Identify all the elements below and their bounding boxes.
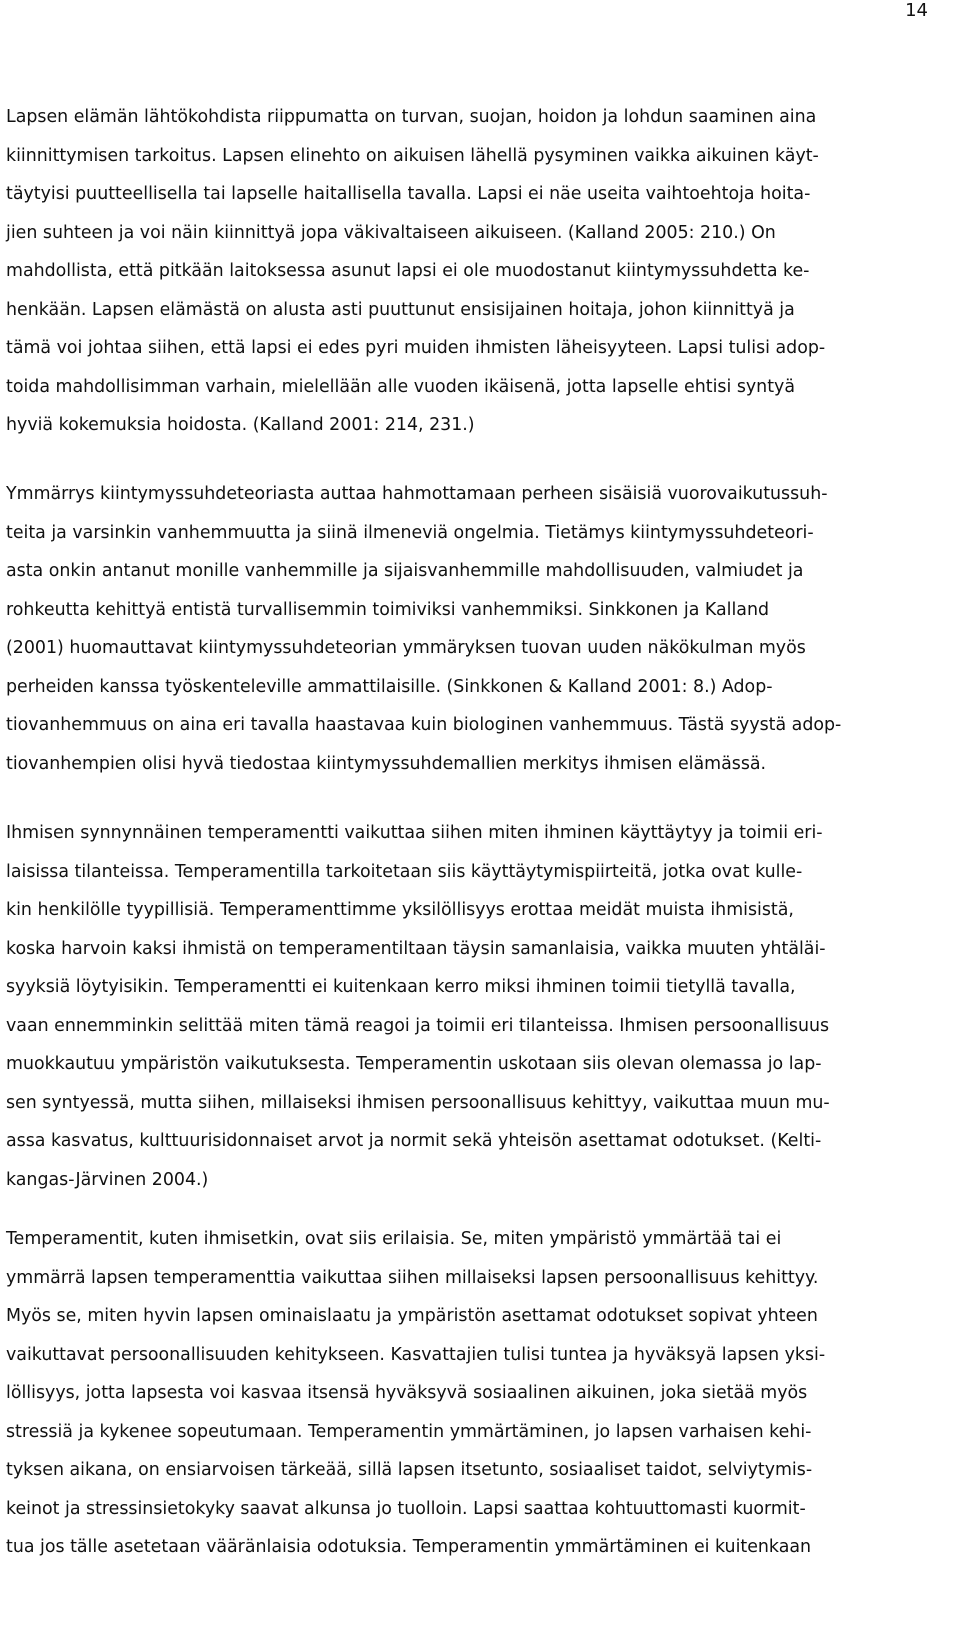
text-line: ymmärrä lapsen temperamenttia vaikuttaa siihen millaiseksi lapsen persoonallisuus kehittyy. xyxy=(6,1267,819,1288)
text-line: keinot ja stressinsietokyky saavat alkunsa jo tuolloin. Lapsi saattaa kohtuuttomasti kuormit- xyxy=(6,1498,806,1519)
text-line: täytyisi puutteellisella tai lapselle haitallisella tavalla. Lapsi ei näe useita vaihtoehtoja hoita- xyxy=(6,184,811,204)
text-line: vaikuttavat persoonallisuuden kehitykseen. Kasvattajien tulisi tuntea ja hyväksyä lapsen yksi- xyxy=(6,1344,826,1365)
text-line: kin henkilölle tyypillisiä. Temperamenttimme yksilöllisyys erottaa meidät muista ihmisistä, xyxy=(6,900,794,920)
text-line: Ihmisen synnynnäinen temperamentti vaikuttaa siihen miten ihminen käyttäytyy ja toimii eri- xyxy=(6,823,823,843)
text-line: löllisyys, jotta lapsesta voi kasvaa itsensä hyväksyvä sosiaalinen aikuinen, joka sietää myös xyxy=(6,1383,808,1403)
text-line: muokkautuu ympäristön vaikutuksesta. Temperamentin uskotaan siis olevan olemassa jo lap- xyxy=(6,1054,822,1074)
text-line: koska harvoin kaksi ihmistä on temperamentiltaan täysin samanlaisia, vaikka muuten yhtäläi- xyxy=(6,938,826,959)
text-line: hyviä kokemuksia hoidosta. (Kalland 2001: 214, 231.) xyxy=(6,415,475,435)
text-line: Myös se, miten hyvin lapsen ominaislaatu ja ympäristön asettamat odotukset sopivat yhteen xyxy=(6,1306,818,1326)
text-line: toida mahdollisimman varhain, mielellään alle vuoden ikäisenä, jotta lapselle ehtisi syntyä xyxy=(6,376,795,397)
text-line: kangas-Järvinen 2004.) xyxy=(6,1169,209,1190)
page-number: 14 xyxy=(905,0,928,21)
text-line: rohkeutta kehittyä entistä turvallisemmin toimiviksi vanhemmiksi. Sinkkonen ja Kalland xyxy=(6,599,770,620)
text-line: stressiä ja kykenee sopeutumaan. Temperamentin ymmärtäminen, jo lapsen varhaisen kehi- xyxy=(6,1421,812,1442)
text-line: syyksiä löytyisikin. Temperamentti ei kuitenkaan kerro miksi ihminen toimii tietyllä tavalla, xyxy=(6,977,796,997)
text-line: tiovanhemmuus on aina eri tavalla haastavaa kuin biologinen vanhemmuus. Tästä syystä adop- xyxy=(6,715,842,735)
text-line: sen syntyessä, mutta siihen, millaiseksi ihmisen persoonallisuus kehittyy, vaikuttaa muun mu- xyxy=(6,1092,830,1113)
text-line: assa kasvatus, kulttuurisidonnaiset arvot ja normit sekä yhteisön asettamat odotukset. (Kelti- xyxy=(6,1131,822,1151)
text-line: laisissa tilanteissa. Temperamentilla tarkoitetaan siis käyttäytymispiirteitä, jotka ovat kulle- xyxy=(6,861,803,882)
text-line: Temperamentit, kuten ihmisetkin, ovat siis erilaisia. Se, miten ympäristö ymmärtää tai ei xyxy=(6,1229,782,1249)
text-line: tyksen aikana, on ensiarvoisen tärkeää, sillä lapsen itsetunto, sosiaaliset taidot, selviytymis- xyxy=(6,1460,813,1480)
text-line: tiovanhempien olisi hyvä tiedostaa kiintymyssuhdemallien merkitys ihmisen elämässä. xyxy=(6,753,767,774)
text-line: kiinnittymisen tarkoitus. Lapsen elinehto on aikuisen lähellä pysyminen vaikka aikuinen käyt- xyxy=(6,145,819,166)
text-line: henkään. Lapsen elämästä on alusta asti puuttunut ensisijainen hoitaja, johon kiinnittyä ja xyxy=(6,299,795,320)
text-line: tämä voi johtaa siihen, että lapsi ei edes pyri muiden ihmisten läheisyyteen. Lapsi tulisi adop- xyxy=(6,338,826,358)
text-line: asta onkin antanut monille vanhemmille ja sijaisvanhemmille mahdollisuuden, valmiudet ja xyxy=(6,561,804,581)
text-line: Lapsen elämän lähtökohdista riippumatta on turvan, suojan, hoidon ja lohdun saaminen aina xyxy=(6,107,817,127)
text-line: jien suhteen ja voi näin kiinnittyä jopa väkivaltaiseen aikuiseen. (Kalland 2005: 210.) On xyxy=(6,222,776,243)
text-line: mahdollista, että pitkään laitoksessa asunut lapsi ei ole muodostanut kiintymyssuhdetta ke- xyxy=(6,261,810,281)
text-line: (2001) huomauttavat kiintymyssuhdeteorian ymmäryksen tuovan uuden näkökulman myös xyxy=(6,638,806,658)
text-line: teita ja varsinkin vanhemmuutta ja siinä ilmeneviä ongelmia. Tietämys kiintymyssuhdeteori- xyxy=(6,522,814,543)
text-line: perheiden kanssa työskenteleville ammattilaisille. (Sinkkonen & Kalland 2001: 8.) Adop- xyxy=(6,676,773,697)
text-line: Ymmärrys kiintymyssuhdeteoriasta auttaa hahmottamaan perheen sisäisiä vuorovaikutussuh- xyxy=(6,484,828,504)
text-line: vaan ennemminkin selittää miten tämä reagoi ja toimii eri tilanteissa. Ihmisen persoonallisuus xyxy=(6,1015,830,1036)
text-line: tua jos tälle asetetaan vääränlaisia odotuksia. Temperamentin ymmärtäminen ei kuitenkaan xyxy=(6,1537,812,1557)
